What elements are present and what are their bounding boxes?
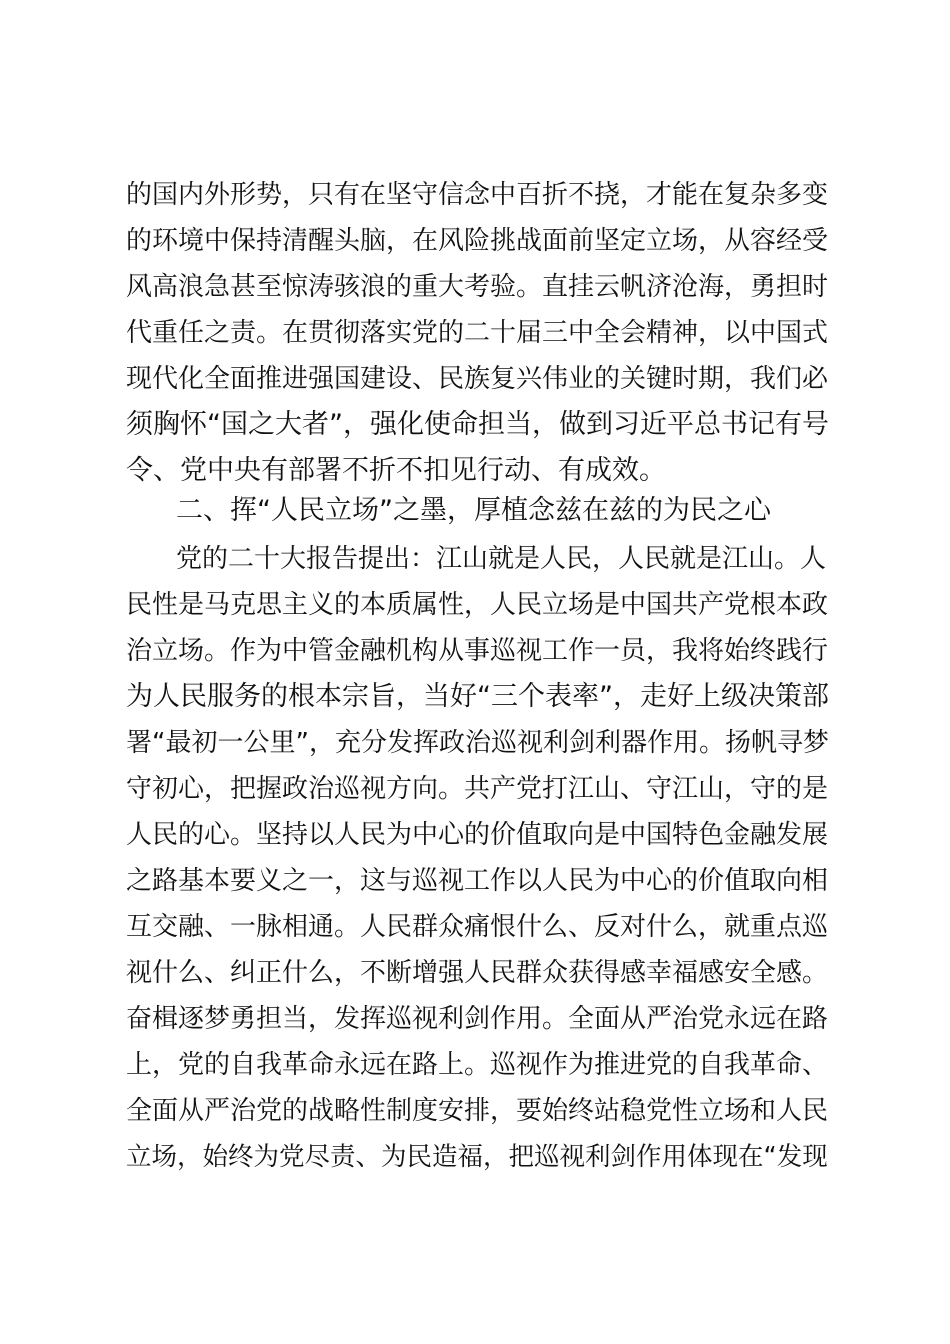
paragraph-line: 上，党的自我革命永远在路上。巡视作为推进党的自我革命、	[126, 1050, 829, 1080]
paragraph-line: 代重任之责。在贯彻落实党的二十届三中全会精神，以中国式	[126, 318, 829, 348]
paragraph-line: 党的二十大报告提出：江山就是人民，人民就是江山。人	[176, 544, 827, 574]
paragraph-line: 视什么、纠正什么，不断增强人民群众获得感幸福感安全感。	[126, 958, 829, 988]
paragraph-line: 之路基本要义之一，这与巡视工作以人民为中心的价值取向相	[126, 866, 829, 896]
paragraph-line: 现代化全面推进强国建设、民族复兴伟业的关键时期，我们必	[126, 364, 829, 394]
paragraph-line: 的环境中保持清醒头脑，在风险挑战面前坚定立场，从容经受	[126, 226, 829, 256]
paragraph-line: 守初心，把握政治巡视方向。共产党打江山、守江山，守的是	[126, 774, 829, 804]
section-heading: 二、挥“人民立场”之墨，厚植念兹在兹的为民之心	[176, 495, 771, 526]
paragraph-line: 奋楫逐梦勇担当，发挥巡视利剑作用。全面从严治党永远在路	[126, 1004, 829, 1034]
paragraph-line: 风高浪急甚至惊涛骇浪的重大考验。直挂云帆济沧海，勇担时	[126, 272, 829, 302]
paragraph-line: 全面从严治党的战略性制度安排，要始终站稳党性立场和人民	[126, 1096, 829, 1126]
paragraph-line: 立场，始终为党尽责、为民造福，把巡视利剑作用体现在“发现	[126, 1142, 828, 1172]
paragraph-line: 的国内外形势，只有在坚守信念中百折不挠，才能在复杂多变	[126, 180, 829, 210]
paragraph-line: 署“最初一公里”，充分发挥政治巡视利剑利器作用。扬帆寻梦	[126, 728, 829, 758]
paragraph-line: 互交融、一脉相通。人民群众痛恨什么、反对什么，就重点巡	[126, 912, 829, 942]
paragraph-line: 治立场。作为中管金融机构从事巡视工作一员，我将始终践行	[126, 636, 829, 666]
paragraph-line: 为人民服务的根本宗旨，当好“三个表率”，走好上级决策部	[126, 681, 829, 712]
paragraph-line: 民性是马克思主义的本质属性，人民立场是中国共产党根本政	[126, 590, 829, 620]
paragraph-line: 须胸怀“国之大者”，强化使命担当，做到习近平总书记有号	[126, 409, 829, 440]
paragraph-line: 令、党中央有部署不折不扣见行动、有成效。	[126, 455, 666, 486]
paragraph-line: 人民的心。坚持以人民为中心的价值取向是中国特色金融发展	[126, 820, 829, 850]
